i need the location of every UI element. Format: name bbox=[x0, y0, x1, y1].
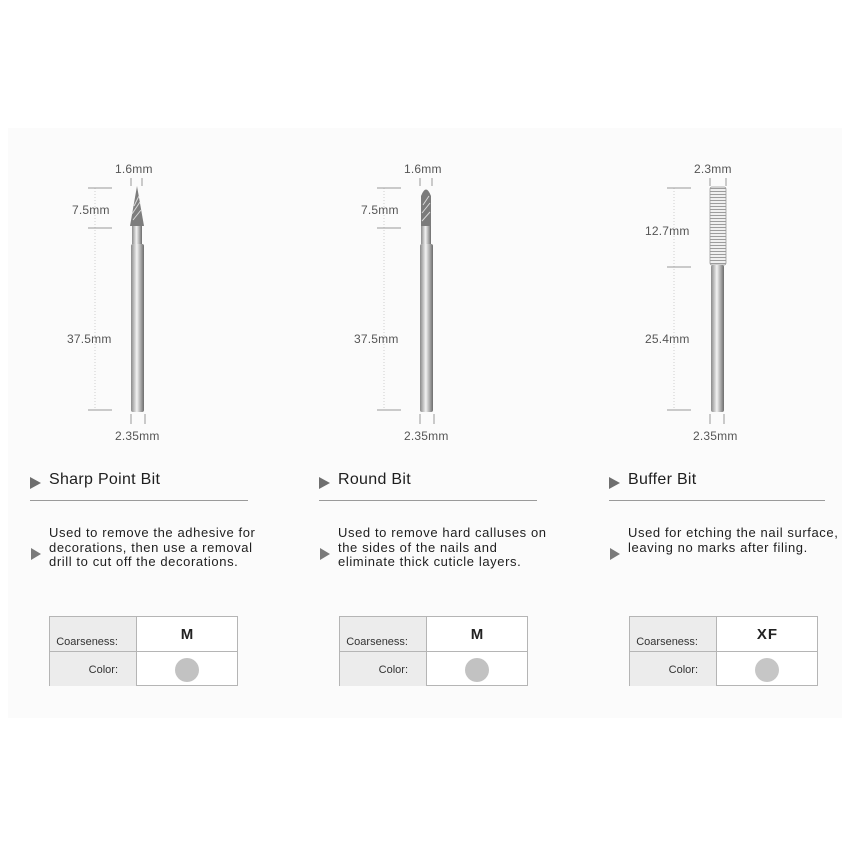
tip-diameter-label: 1.6mm bbox=[404, 162, 442, 176]
color-value-cell bbox=[136, 652, 238, 686]
coarseness-value-cell bbox=[716, 617, 818, 651]
color-label: Color: bbox=[378, 664, 408, 676]
color-label: Color: bbox=[668, 664, 698, 676]
product-description: Used for etching the nail surface, leaving no marks after filing. bbox=[628, 525, 839, 555]
color-label-cell bbox=[50, 652, 136, 686]
color-value-cell bbox=[426, 652, 528, 686]
product-title: Round Bit bbox=[338, 471, 411, 488]
coarseness-value: M bbox=[470, 626, 485, 643]
product-description: Used to remove the adhesive for decorations, then use a removal drill to cut off the decorations. bbox=[49, 525, 256, 569]
product-buffer-bit bbox=[579, 0, 850, 850]
bullet-triangle-icon bbox=[610, 548, 620, 560]
color-swatch bbox=[465, 658, 489, 682]
shank-diameter-label: 2.35mm bbox=[693, 429, 738, 443]
product-sharp-point-bit bbox=[0, 0, 283, 850]
coarseness-label: Coarseness: bbox=[346, 636, 408, 648]
coarseness-label-cell bbox=[340, 617, 426, 651]
coarseness-value: XF bbox=[756, 626, 779, 643]
bullet-triangle-icon bbox=[319, 477, 330, 489]
bullet-triangle-icon bbox=[31, 548, 41, 560]
coarseness-value-cell bbox=[136, 617, 238, 651]
product-title-row bbox=[319, 470, 537, 501]
color-label-cell bbox=[340, 652, 426, 686]
color-label: Color: bbox=[88, 664, 118, 676]
product-title-row bbox=[30, 470, 248, 501]
round-bit-drawing bbox=[289, 0, 572, 450]
color-swatch bbox=[175, 658, 199, 682]
coarseness-value: M bbox=[180, 626, 195, 643]
buffer-bit-drawing bbox=[579, 0, 850, 450]
shank-length-label: 25.4mm bbox=[645, 332, 690, 346]
tip-diameter-label: 1.6mm bbox=[115, 162, 153, 176]
shank-diameter-label: 2.35mm bbox=[115, 429, 160, 443]
product-title-row bbox=[609, 470, 825, 501]
spec-table bbox=[339, 616, 528, 686]
head-length-label: 12.7mm bbox=[645, 224, 690, 238]
bullet-triangle-icon bbox=[320, 548, 330, 560]
product-description: Used to remove hard calluses on the sides of the nails and eliminate thick cuticle layers. bbox=[338, 525, 547, 569]
coarseness-value-cell bbox=[426, 617, 528, 651]
head-length-label: 7.5mm bbox=[72, 203, 110, 217]
product-title: Buffer Bit bbox=[628, 471, 697, 488]
coarseness-label: Coarseness: bbox=[56, 636, 118, 648]
bullet-triangle-icon bbox=[609, 477, 620, 489]
spec-table bbox=[49, 616, 238, 686]
coarseness-label-cell bbox=[50, 617, 136, 651]
product-title: Sharp Point Bit bbox=[49, 471, 161, 488]
shank-length-label: 37.5mm bbox=[354, 332, 399, 346]
color-label-cell bbox=[630, 652, 716, 686]
color-value-cell bbox=[716, 652, 818, 686]
coarseness-label: Coarseness: bbox=[636, 636, 698, 648]
tip-diameter-label: 2.3mm bbox=[694, 162, 732, 176]
spec-table bbox=[629, 616, 818, 686]
color-swatch bbox=[755, 658, 779, 682]
shank-diameter-label: 2.35mm bbox=[404, 429, 449, 443]
head-length-label: 7.5mm bbox=[361, 203, 399, 217]
coarseness-label-cell bbox=[630, 617, 716, 651]
shank-length-label: 37.5mm bbox=[67, 332, 112, 346]
sharp-point-bit-drawing bbox=[0, 0, 283, 450]
product-round-bit bbox=[289, 0, 572, 850]
bullet-triangle-icon bbox=[30, 477, 41, 489]
